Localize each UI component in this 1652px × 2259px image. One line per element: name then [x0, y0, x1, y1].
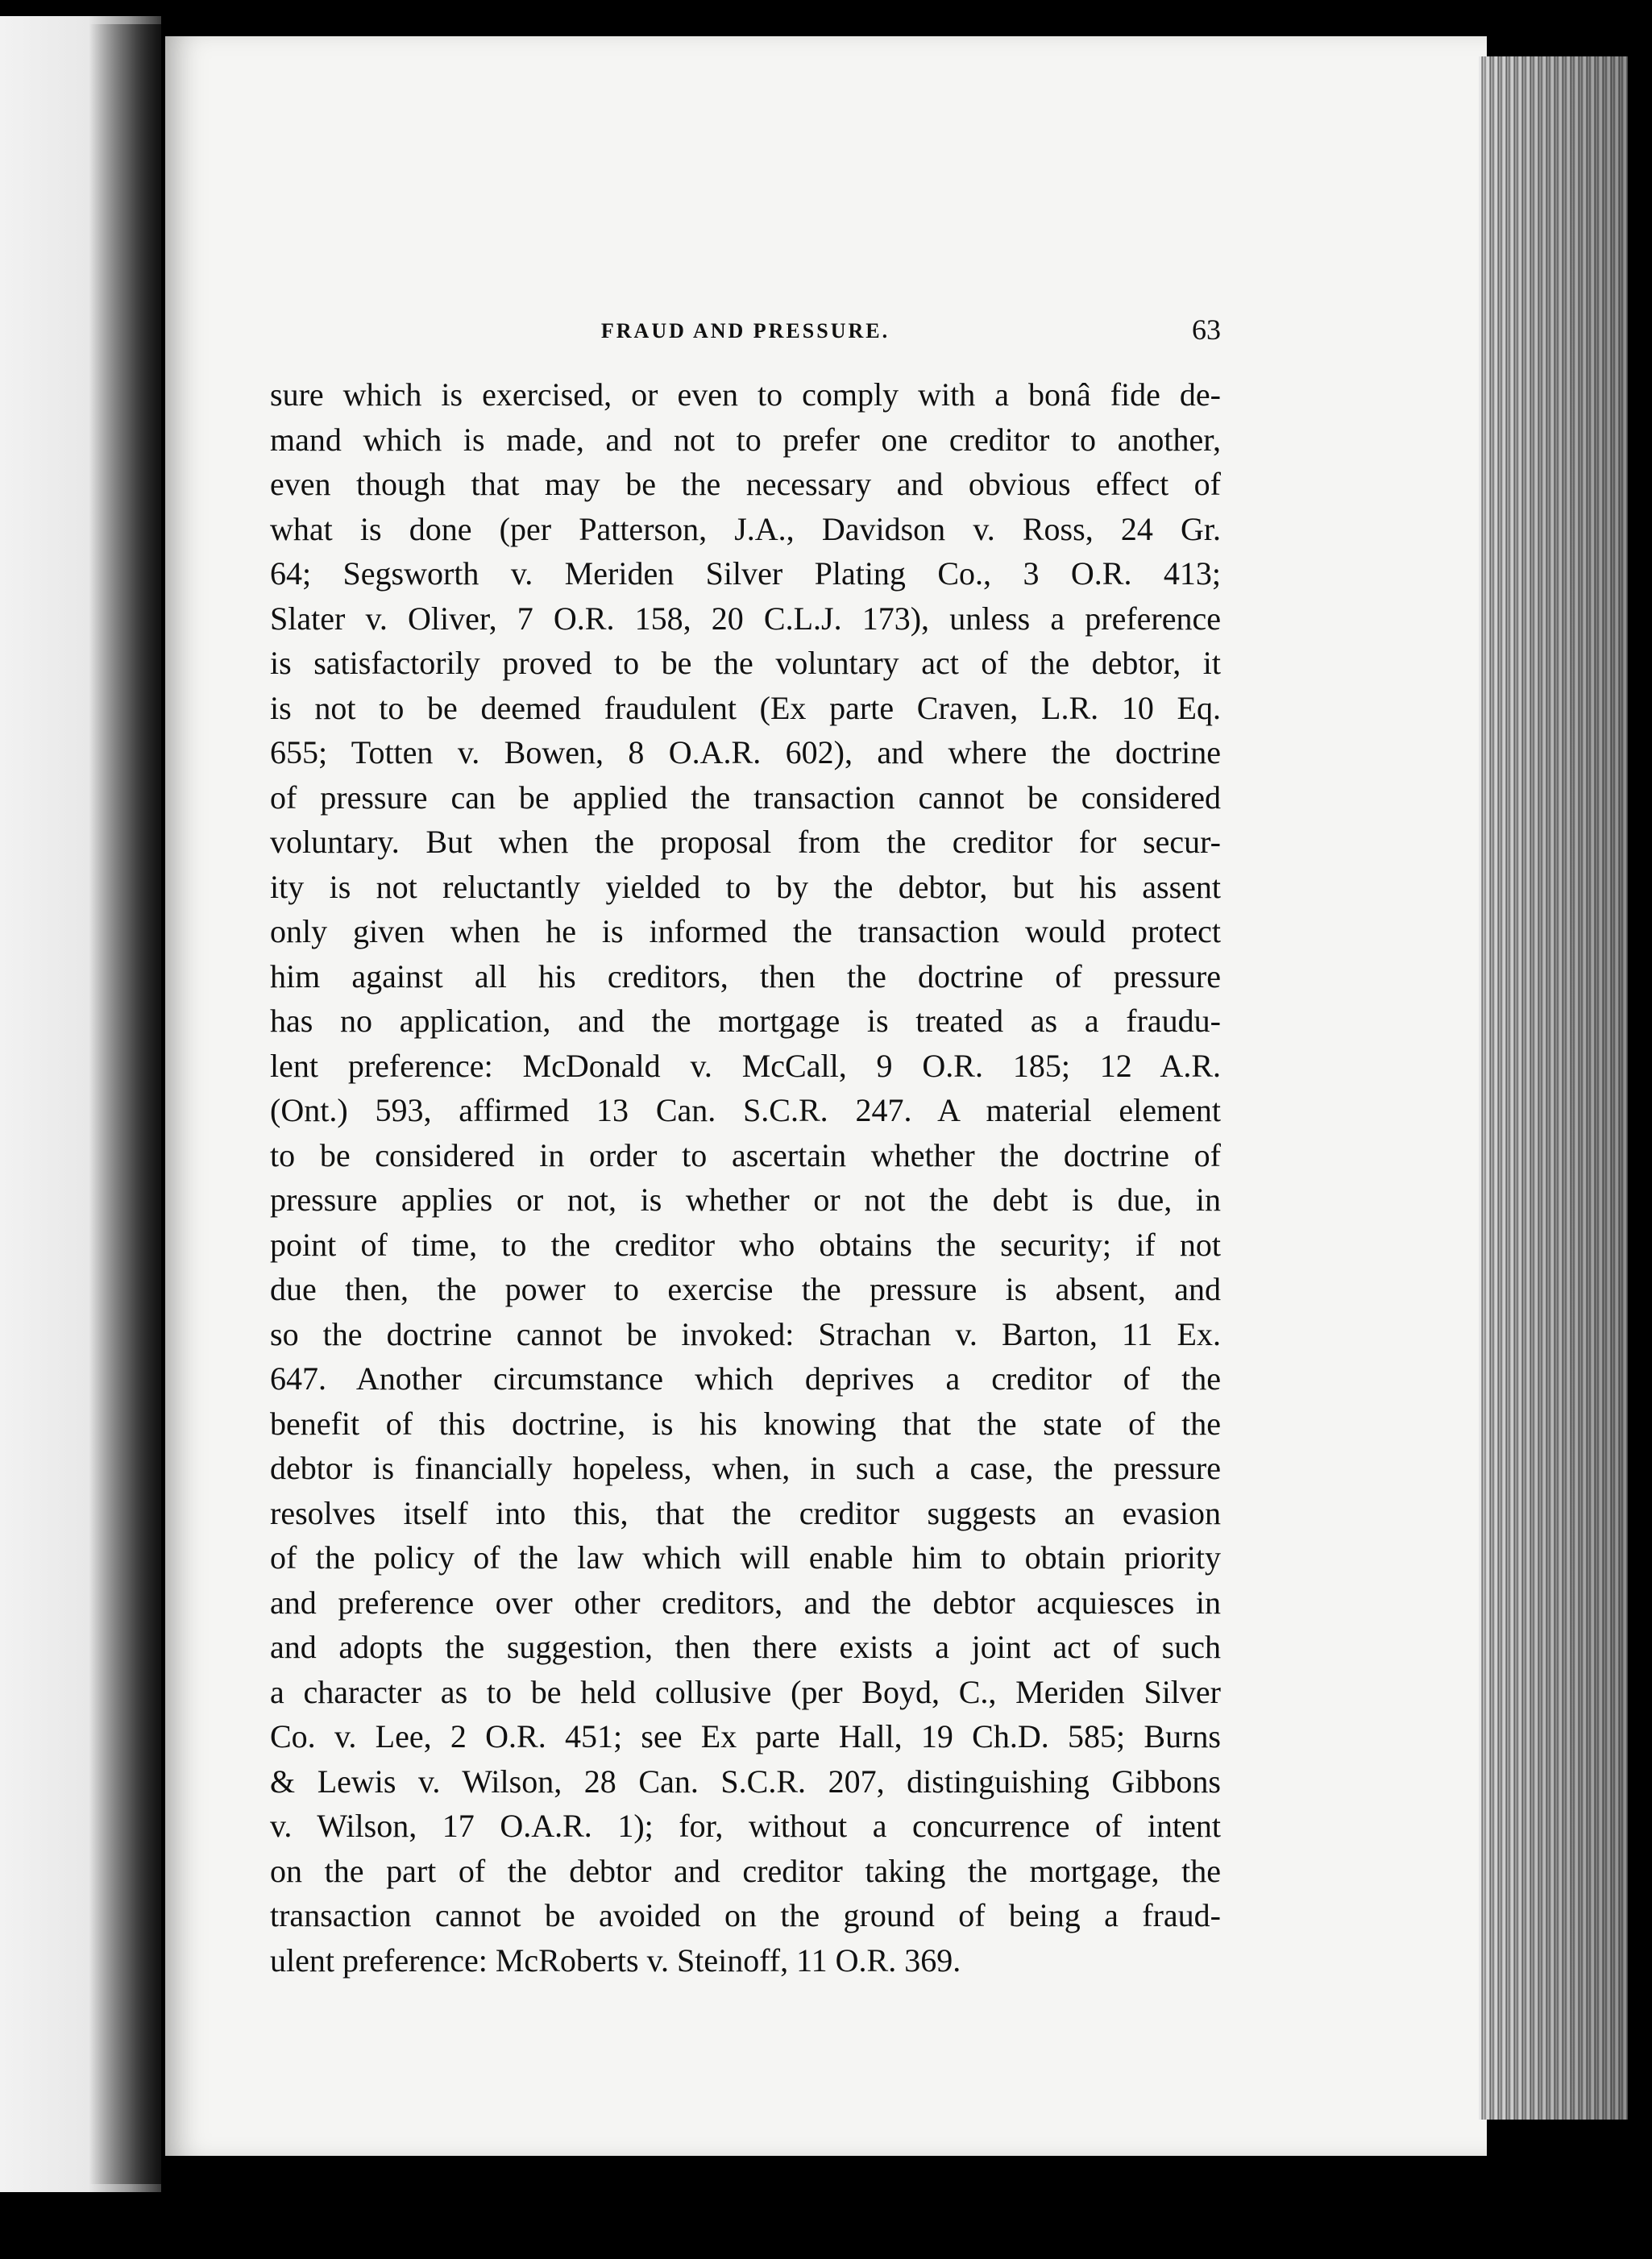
text-line: only given when he is informed the transaction would protect — [270, 913, 1221, 949]
text-line: due then, the power to exercise the pressure is absent, and — [270, 1271, 1221, 1307]
text-line: a character as to be held collusive (per Boyd, C., Meriden Silver — [270, 1673, 1221, 1710]
text-line: pressure applies or not, is whether or not the debt is due, in — [270, 1181, 1221, 1218]
text-line: transaction cannot be avoided on the ground of being a fraud- — [270, 1897, 1221, 1933]
text-line: of pressure can be applied the transaction cannot be considered — [270, 779, 1221, 816]
text-line: debtor is financially hopeless, when, in such a case, the pressure — [270, 1450, 1221, 1486]
text-line: mand which is made, and not to prefer one creditor to another, — [270, 421, 1221, 458]
text-line: and adopts the suggestion, then there exists a joint act of such — [270, 1629, 1221, 1665]
text-line: is not to be deemed fraudulent (Ex parte Craven, L.R. 10 Eq. — [270, 689, 1221, 726]
text-line: 64; Segsworth v. Meriden Silver Plating Co., 3 O.R. 413; — [270, 555, 1221, 592]
text-line: on the part of the debtor and creditor taking the mortgage, the — [270, 1852, 1221, 1889]
text-line: voluntary. But when the proposal from the creditor for secur- — [270, 824, 1221, 860]
text-line: Co. v. Lee, 2 O.R. 451; see Ex parte Hall, 19 Ch.D. 585; Burns — [270, 1718, 1221, 1754]
text-line: point of time, to the creditor who obtains the security; if not — [270, 1226, 1221, 1263]
text-line: resolves itself into this, that the creditor suggests an evasion — [270, 1494, 1221, 1531]
book-gutter — [89, 24, 177, 2184]
text-line: ity is not reluctantly yielded to by the debtor, but his assent — [270, 868, 1221, 905]
text-line: Slater v. Oliver, 7 O.R. 158, 20 C.L.J. 173), unless a preference — [270, 600, 1221, 637]
running-title: FRAUD AND PRESSURE. — [600, 319, 890, 343]
text-line: (Ont.) 593, affirmed 13 Can. S.C.R. 247. A material element — [270, 1092, 1221, 1128]
text-line: even though that may be the necessary and obvious effect of — [270, 466, 1221, 502]
text-line: v. Wilson, 17 O.A.R. 1); for, without a concurrence of intent — [270, 1808, 1221, 1844]
page-number: 63 — [1192, 314, 1221, 346]
body-text — [270, 372, 1221, 1983]
text-line: him against all his creditors, then the doctrine of pressure — [270, 957, 1221, 995]
text-line: so the doctrine cannot be invoked: Strachan v. Barton, 11 Ex. — [270, 1315, 1221, 1352]
text-line: 655; Totten v. Bowen, 8 O.A.R. 602), and where the doctrine — [270, 734, 1221, 770]
text-line: and preference over other creditors, and the debtor acquiesces in — [270, 1584, 1221, 1621]
text-line: & Lewis v. Wilson, 28 Can. S.C.R. 207, distinguishing Gibbons — [270, 1763, 1221, 1800]
text-line: of the policy of the law which will enable him to obtain priority — [270, 1539, 1221, 1576]
text-line: benefit of this doctrine, is his knowing that the state of the — [270, 1405, 1221, 1442]
text-line: 647. Another circumstance which deprives a creditor of the — [270, 1360, 1221, 1397]
text-line: ulent preference: McRoberts v. Steinoff, 11 O.R. 369. — [270, 1941, 961, 1979]
page-edges — [1479, 56, 1628, 2120]
text-line: lent preference: McDonald v. McCall, 9 O.R. 185; 12 A.R. — [270, 1047, 1221, 1084]
text-line: has no application, and the mortgage is treated as a fraudu- — [270, 1003, 1221, 1039]
text-line: what is done (per Patterson, J.A., Davidson v. Ross, 24 Gr. — [270, 510, 1221, 547]
text-line: sure which is exercised, or even to comply with a bonâ fide de- — [270, 376, 1221, 413]
text-line: is satisfactorily proved to be the voluntary act of the debtor, it — [270, 645, 1221, 681]
text-line: to be considered in order to ascertain whether the doctrine of — [270, 1136, 1221, 1173]
page-header — [270, 313, 1221, 353]
